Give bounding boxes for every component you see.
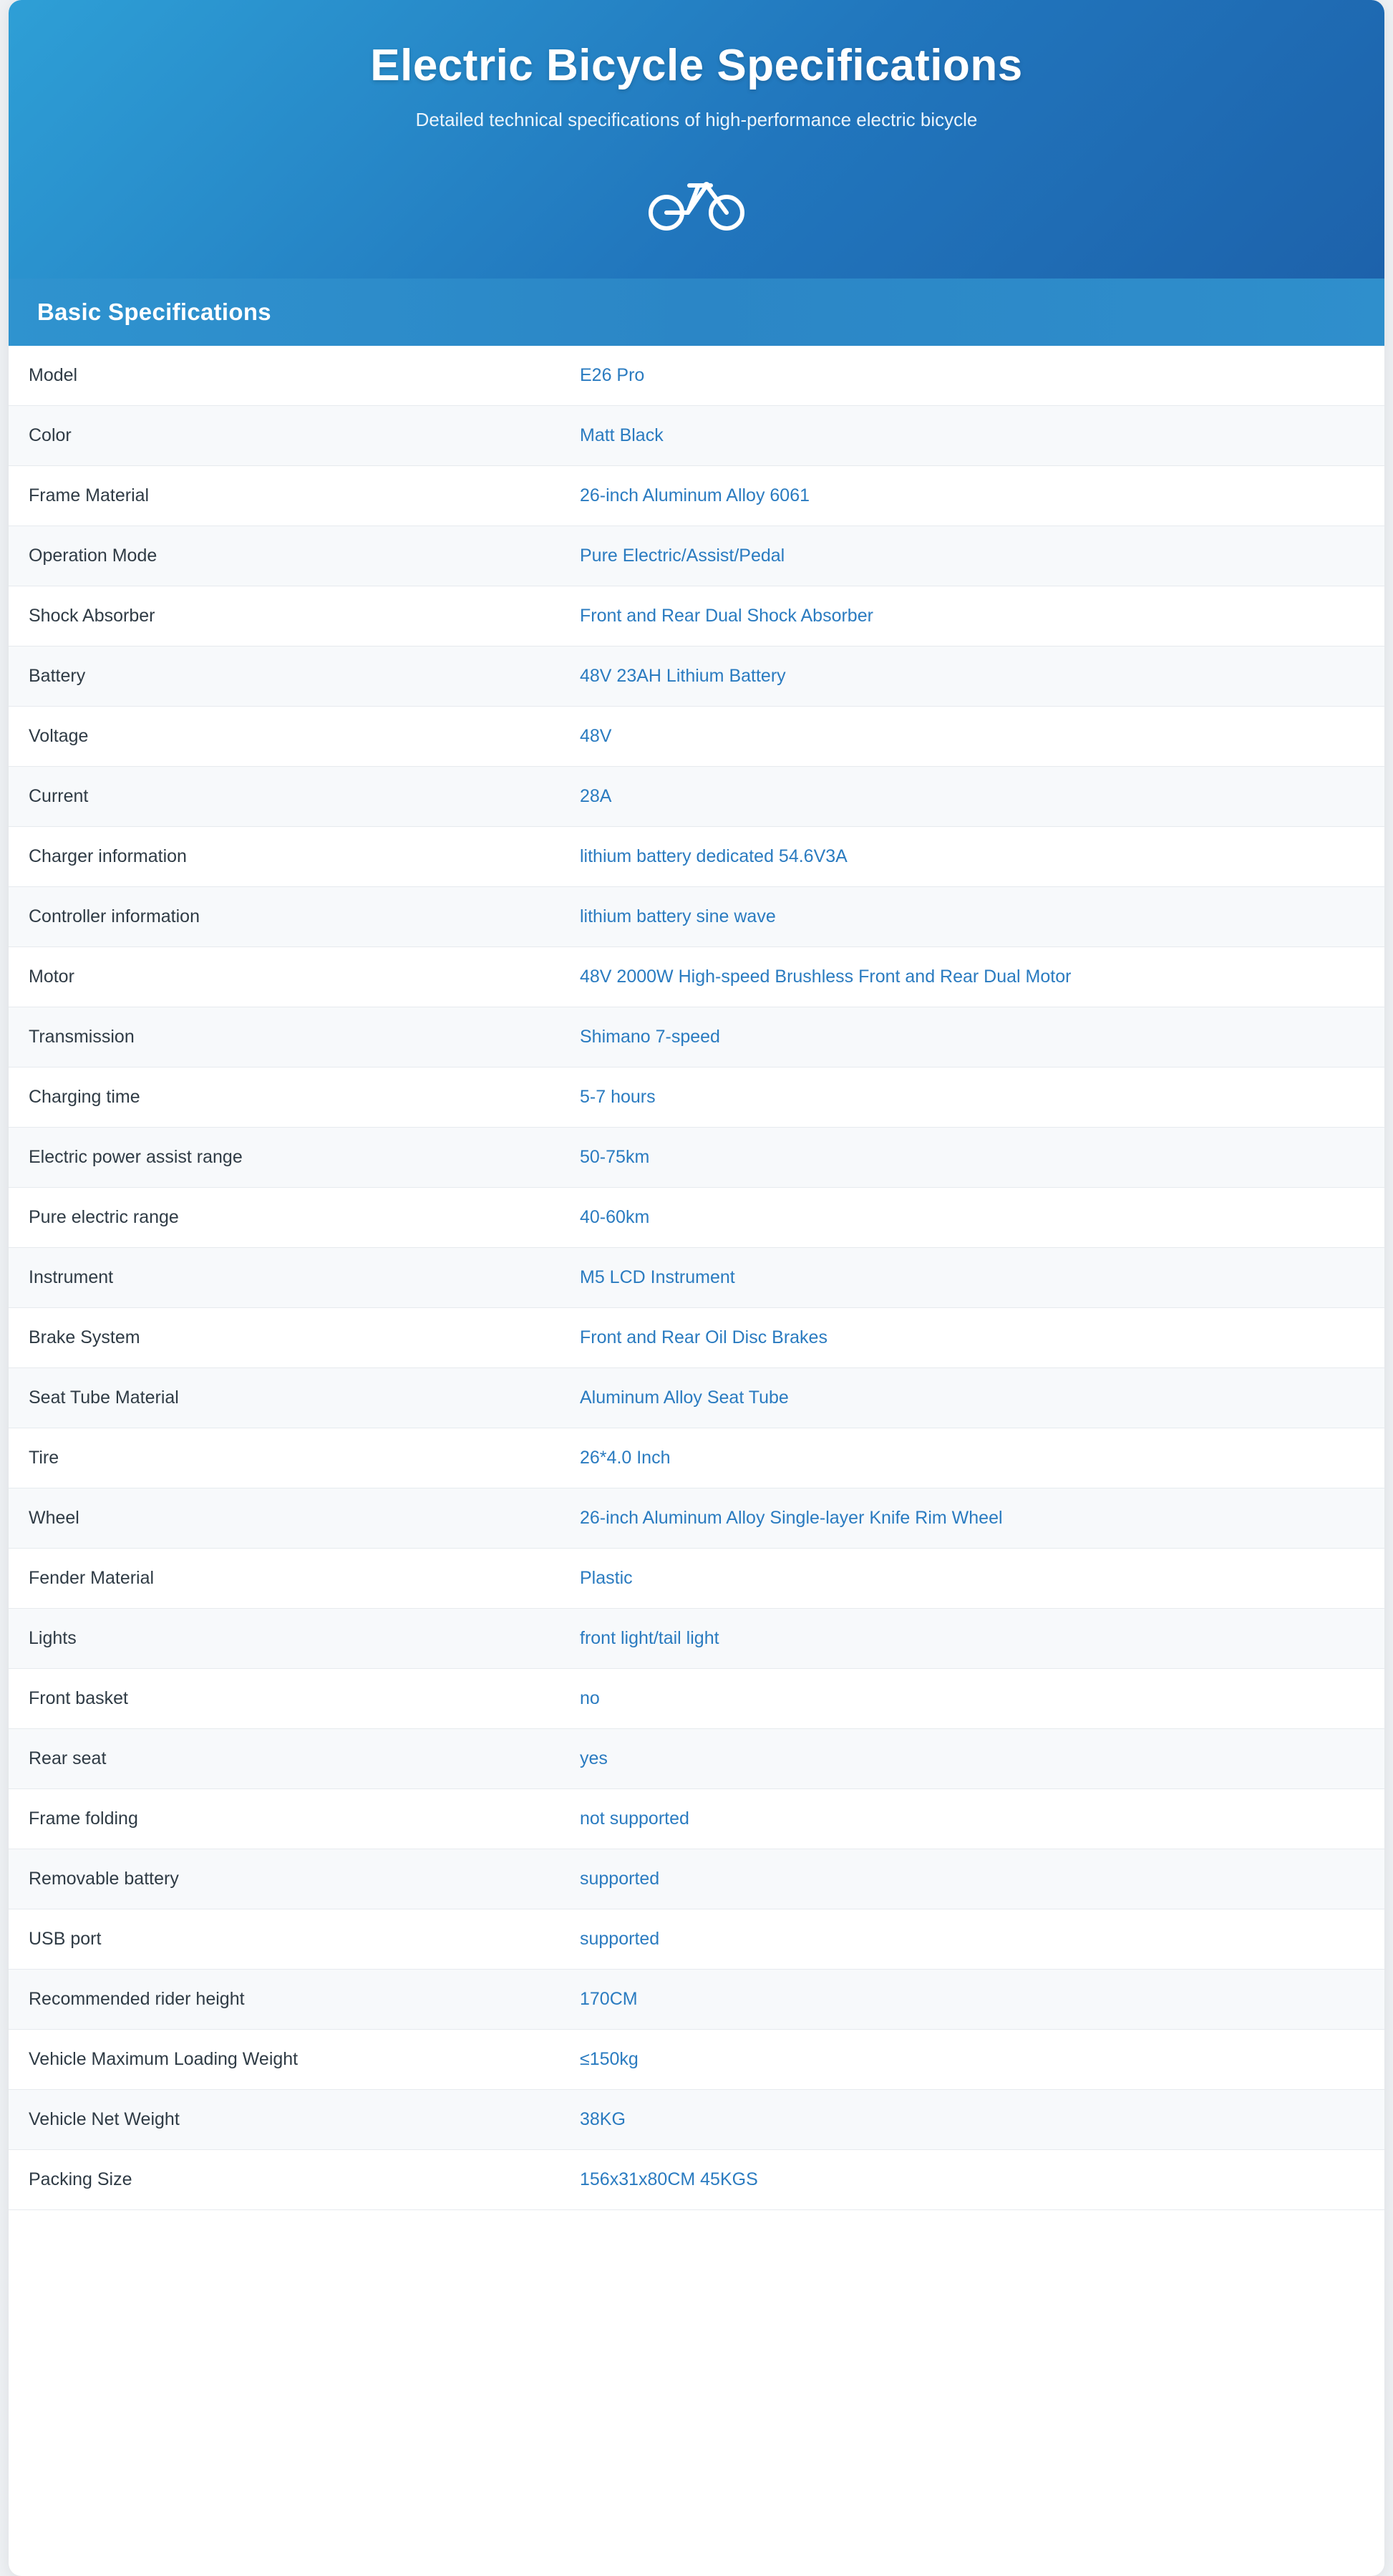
row-value: yes (580, 1748, 608, 1769)
row-value: E26 Pro (580, 365, 645, 386)
row-label: Wheel (29, 1508, 79, 1529)
row-label: Vehicle Maximum Loading Weight (29, 2049, 298, 2070)
row-value: 48V 23AH Lithium Battery (580, 666, 786, 687)
row-label: Voltage (29, 726, 89, 747)
table-row (9, 1188, 1384, 1248)
table-row (9, 1007, 1384, 1067)
table-row (9, 1488, 1384, 1549)
row-value: 28A (580, 786, 612, 807)
row-value: lithium battery sine wave (580, 906, 776, 927)
table-row (9, 1909, 1384, 1970)
table-row (9, 827, 1384, 887)
row-value: 40-60km (580, 1207, 650, 1228)
table-row (9, 466, 1384, 526)
table-row (9, 1128, 1384, 1188)
row-value: Shimano 7-speed (580, 1027, 720, 1047)
table-row (9, 406, 1384, 466)
row-label: Tire (29, 1448, 59, 1468)
table-row (9, 2150, 1384, 2210)
table-row (9, 1729, 1384, 1789)
row-label: Frame Material (29, 485, 150, 506)
row-label: Motor (29, 967, 74, 987)
card-footer-spacer (9, 2210, 1384, 2260)
table-row (9, 647, 1384, 707)
row-label: Electric power assist range (29, 1147, 243, 1168)
row-value: 26*4.0 Inch (580, 1448, 671, 1468)
row-label: Rear seat (29, 1748, 107, 1769)
row-label: Operation Mode (29, 546, 157, 566)
row-label: Pure electric range (29, 1207, 179, 1228)
section-header-basic-specifications: Basic Specifications (9, 279, 1384, 346)
row-label: Recommended rider height (29, 1989, 245, 2010)
row-value: 48V (580, 726, 612, 747)
row-label: Lights (29, 1628, 77, 1649)
table-row (9, 586, 1384, 647)
table-row (9, 1549, 1384, 1609)
row-value: 5-7 hours (580, 1087, 656, 1108)
table-row (9, 1970, 1384, 2030)
table-row (9, 1849, 1384, 1909)
page-title: Electric Bicycle Specifications (370, 41, 1023, 90)
table-row (9, 1789, 1384, 1849)
row-label: Model (29, 365, 78, 386)
row-value: 170CM (580, 1989, 638, 2010)
row-value: Front and Rear Oil Disc Brakes (580, 1327, 827, 1348)
hero-banner (9, 0, 1384, 279)
row-value: 26-inch Aluminum Alloy Single-layer Knife Rim Wheel (580, 1508, 1003, 1529)
table-row (9, 1609, 1384, 1669)
bicycle-icon (37, 168, 1356, 234)
table-row (9, 1308, 1384, 1368)
row-label: Fender Material (29, 1568, 155, 1589)
row-label: Transmission (29, 1027, 135, 1047)
row-value: 38KG (580, 2109, 626, 2130)
row-label: Battery (29, 666, 86, 687)
row-label: Color (29, 425, 72, 446)
row-value: 48V 2000W High-speed Brushless Front and Rear Dual Motor (580, 967, 1072, 987)
row-value: Matt Black (580, 425, 664, 446)
table-row (9, 947, 1384, 1007)
table-row (9, 1669, 1384, 1729)
row-label: Charging time (29, 1087, 140, 1108)
row-label: Vehicle Net Weight (29, 2109, 180, 2130)
row-label: Instrument (29, 1267, 114, 1288)
row-value: 26-inch Aluminum Alloy 6061 (580, 485, 810, 506)
table-row (9, 767, 1384, 827)
row-value: M5 LCD Instrument (580, 1267, 735, 1288)
row-label: USB port (29, 1929, 102, 1950)
row-value: ≤150kg (580, 2049, 639, 2070)
specifications-table-body (9, 346, 1384, 2210)
row-value: front light/tail light (580, 1628, 719, 1649)
table-row (9, 1067, 1384, 1128)
table-row (9, 346, 1384, 406)
table-row (9, 526, 1384, 586)
row-label: Packing Size (29, 2169, 132, 2190)
table-row (9, 1428, 1384, 1488)
row-value: not supported (580, 1808, 689, 1829)
row-label: Frame folding (29, 1808, 138, 1829)
specifications-table (9, 346, 1384, 2210)
table-row (9, 887, 1384, 947)
row-label: Shock Absorber (29, 606, 155, 626)
table-row (9, 1368, 1384, 1428)
row-value: supported (580, 1869, 660, 1889)
page-subtitle: Detailed technical specifications of high-performance electric bicycle (415, 109, 978, 131)
row-value: no (580, 1688, 600, 1709)
row-label: Charger information (29, 846, 187, 867)
row-label: Seat Tube Material (29, 1388, 179, 1408)
row-value: Pure Electric/Assist/Pedal (580, 546, 785, 566)
table-row (9, 2030, 1384, 2090)
table-row (9, 707, 1384, 767)
row-label: Removable battery (29, 1869, 179, 1889)
row-value: Plastic (580, 1568, 633, 1589)
row-value: lithium battery dedicated 54.6V3A (580, 846, 848, 867)
spec-card (9, 0, 1384, 2576)
row-value: 50-75km (580, 1147, 650, 1168)
row-value: 156x31x80CM 45KGS (580, 2169, 758, 2190)
row-label: Brake System (29, 1327, 140, 1348)
table-row (9, 1248, 1384, 1308)
row-value: supported (580, 1929, 660, 1950)
row-label: Controller information (29, 906, 200, 927)
row-value: Aluminum Alloy Seat Tube (580, 1388, 789, 1408)
table-row (9, 2090, 1384, 2150)
row-value: Front and Rear Dual Shock Absorber (580, 606, 873, 626)
row-label: Front basket (29, 1688, 128, 1709)
row-label: Current (29, 786, 89, 807)
